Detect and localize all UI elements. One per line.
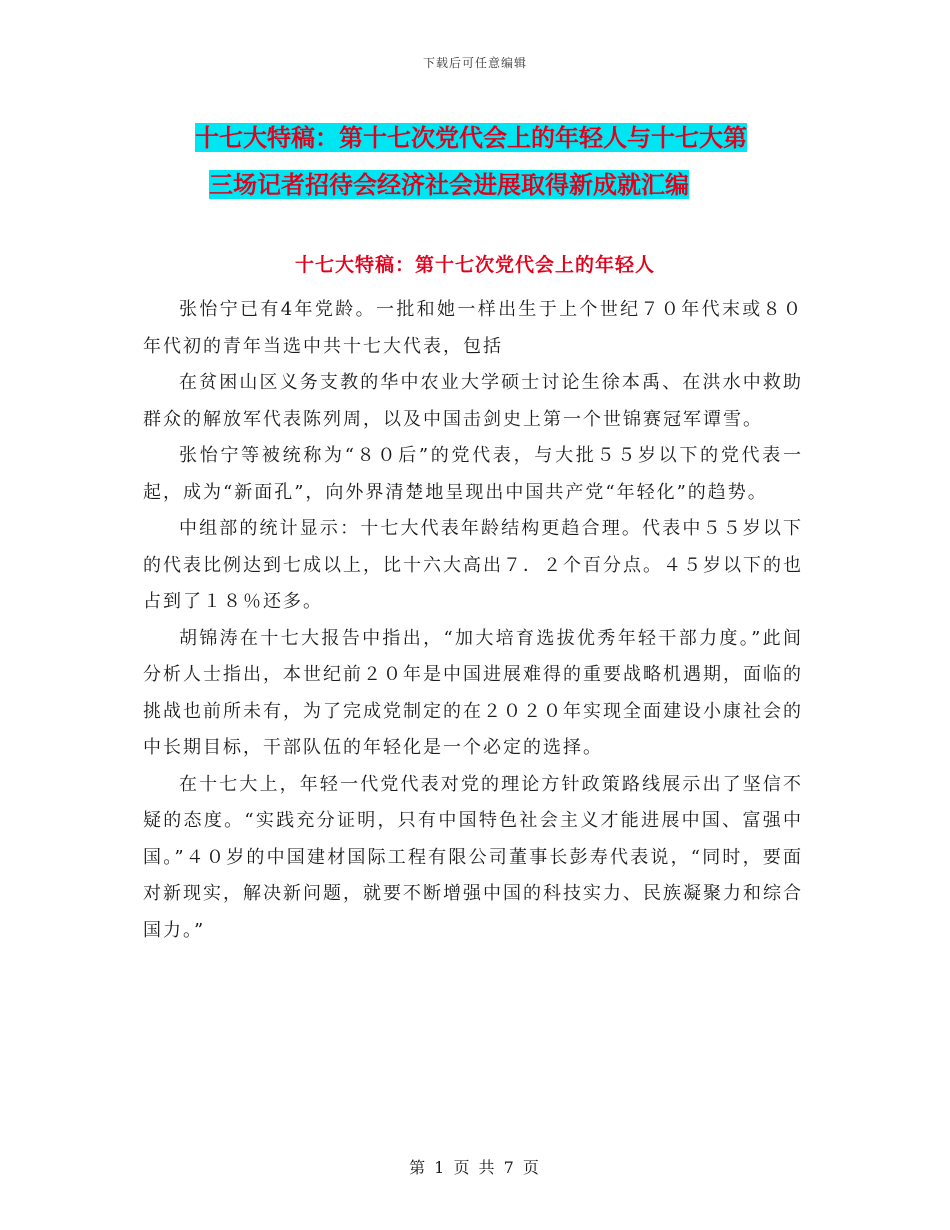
document-title	[195, 114, 815, 208]
title-line-1	[195, 114, 815, 161]
article-body	[143, 292, 803, 949]
paragraph: 张怡宁等被统称为“８０后”的党代表，与大批５５岁以下的党代表一起，成为“新面孔”，向外界清楚地呈现出中国共产党“年轻化”的趋势。	[143, 445, 803, 503]
header-note: 下载后可任意编辑	[422, 56, 527, 70]
paragraph: 胡锦涛在十七大报告中指出，“加大培育选拔优秀年轻干部力度。”此间分析人士指出，本世纪前２０年是中国进展难得的重要战略机遇期，面临的挑战也前所未有，为了完成党制定的在２０２０年实现全面建设小康社会的中长期目标，干部队伍的年轻化是一个必定的选择。	[143, 627, 803, 758]
paragraph: 张怡宁已有4年党龄。一批和她一样出生于上个世纪７０年代末或８０年代初的青年当选中共十七大代表，包括	[143, 299, 803, 357]
paragraph: 中组部的统计显示：十七大代表年龄结构更趋合理。代表中５５岁以下的代表比例达到七成以上，比十六大高出７．２个百分点。４５岁以下的也占到了１８％还多。	[143, 518, 803, 612]
paragraph: 在十七大上，年轻一代党代表对党的理论方针政策路线展示出了坚信不疑的态度。“实践充分证明，只有中国特色社会主义才能进展中国、富强中国。”４０岁的中国建材国际工程有限公司董事长彭寿代表说，“同时，要面对新现实，解决新问题，就要不断增强中国的科技实力、民族凝聚力和综合国力。”	[143, 773, 803, 941]
page-number-footer: 第 1 页 共 7 页	[409, 1158, 541, 1177]
title-line-2-text: 三场记者招待会经济社会进展取得新成就汇编	[209, 170, 689, 199]
title-line-2	[209, 161, 815, 208]
section-title: 十七大特稿：第十七次党代会上的年轻人	[294, 254, 655, 276]
paragraph: 在贫困山区义务支教的华中农业大学硕士讨论生徐本禹、在洪水中救助群众的解放军代表陈列周，以及中国击剑史上第一个世锦赛冠军谭雪。	[143, 372, 803, 430]
title-line-1-text: 十七大特稿：第十七次党代会上的年轻人与十七大第	[195, 123, 747, 152]
